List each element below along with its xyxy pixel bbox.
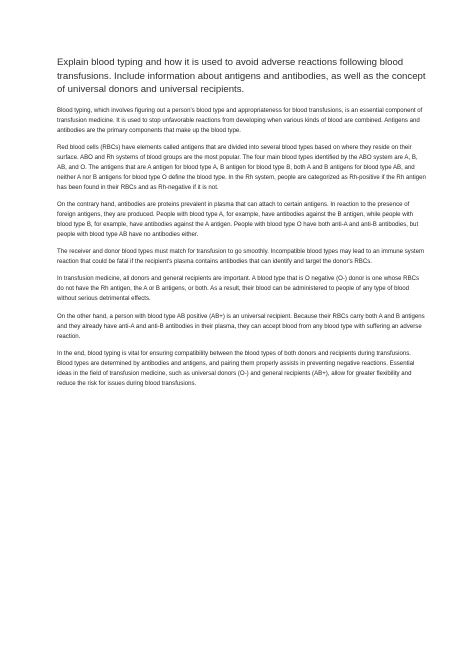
document-title: Explain blood typing and how it is used to avoid adverse reactions following blood transfusions. Include information about antigens and antibodies, as well as the concept of universal donors and universal recipients. xyxy=(57,57,426,96)
paragraph-conclusion: In the end, blood typing is vital for ensuring compatibility between the blood types of both donors and recipients during transfusions. Blood types are determined by antibodies and antigens, and pairing them properly assists in preventing negative reactions. Essential ideas in the field of transfusion medicine, such as universal donors (O-) and general recipients (AB+), allow for greater flexibility and reduce the risk for issues during blood transfusions. xyxy=(57,349,415,387)
paragraph-universal-recipient: On the other hand, a person with blood type AB positive (AB+) is an universal recipient. Because their RBCs carry both A and B antigens and they already have anti-A and anti-B antibodies in their plasma, they can accept blood from any blood type with suffering an adverse reaction. xyxy=(57,312,425,340)
paragraph-intro: Blood typing, which involves figuring out a person's blood type and appropriateness for blood transfusions, is an essential component of transfusion medicine. It is used to stop unfavorable reactions from developing when various kinds of blood are combined. Antigens and antibodies are the primary components that make up the blood type. xyxy=(57,106,423,134)
paragraph-antibodies: On the contrary hand, antibodies are proteins prevalent in plasma that can attach to certain antigens. In reaction to the presence of foreign antigens, they are produced. People with blood type A, for example, have antibodies against the B antigen, while people with blood type B, for example, have antibodies against the A antigen. People with blood type O have both anti-A and anti-B antibodies, but people with blood type AB have no antibodies either. xyxy=(57,201,419,238)
paragraph-universal-donor: In transfusion medicine, all donors and general recipients are important. A blood type that is O negative (O-) donor is one whose RBCs do not have the Rh antigen, the A or B antigens, or both. As a result, their blood can be administered to people of any type of blood without serious detrimental effects. xyxy=(57,275,420,303)
paragraph-antigens: Red blood cells (RBCs) have elements called antigens that are divided into several blood types based on where they reside on their surface. ABO and Rh systems of blood groups are the most popular. The four main blood types identified by the ABO system are A, B, AB, and O. The antigens that are A antigen for blood type A, B antigen for blood type B, both A and B antigens for blood type AB, and neither A nor B antigens for blood type O define the blood type. In the Rh system, people are categorized as Rh-positive if the Rh antigen has been found in their RBCs and as Rh-negative if it is not. xyxy=(57,144,426,191)
paragraph-matching: The receiver and donor blood types must match for transfusion to go smoothly. Incompatible blood types may lead to an immune system reaction that could be fatal if the recipient's plasma contains antibodies that can identify and target the donor's RBCs. xyxy=(57,248,425,266)
